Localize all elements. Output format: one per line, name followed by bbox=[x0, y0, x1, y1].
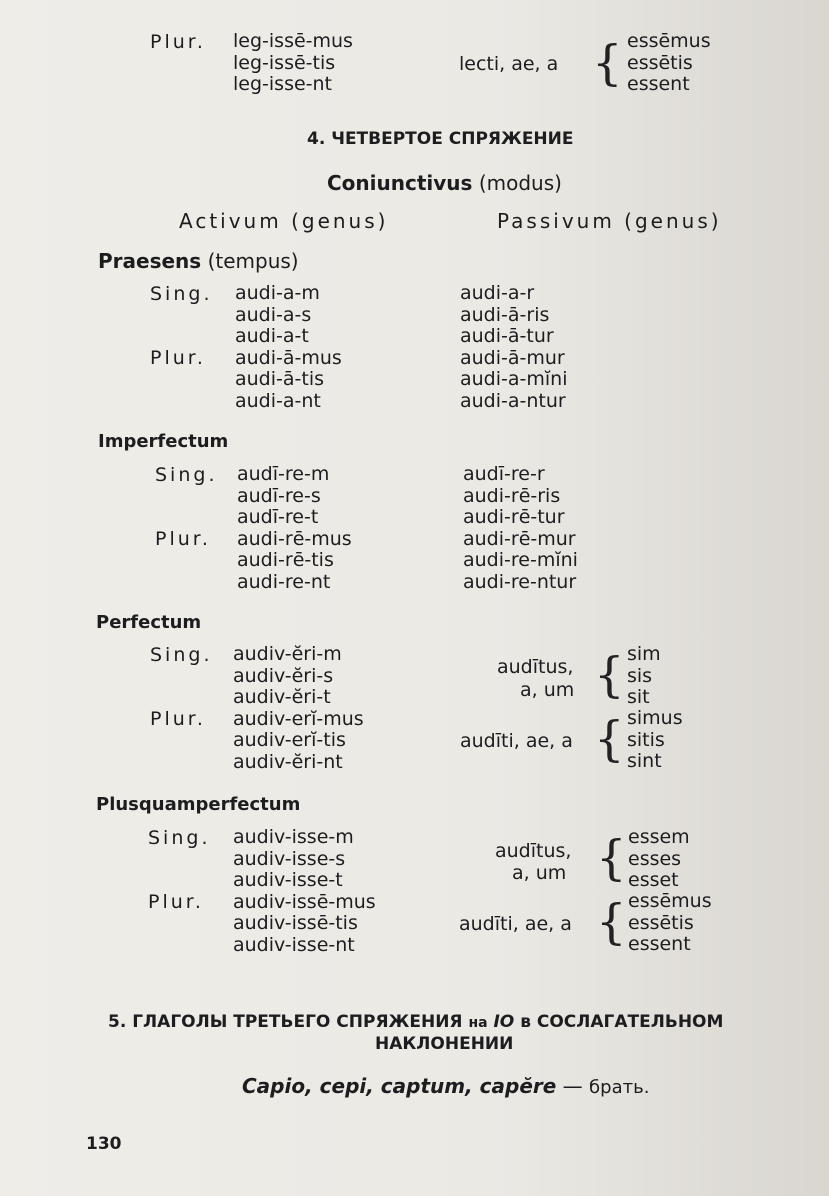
form: audi-a-nt bbox=[235, 389, 321, 412]
perf-participle-sing: audītus, bbox=[497, 656, 574, 678]
form: audi-a-mĭni bbox=[460, 368, 568, 390]
aux-form: sitis bbox=[627, 728, 665, 751]
aux-form: essem bbox=[628, 826, 690, 848]
aux-form: essent bbox=[628, 933, 691, 955]
tense-suffix: (tempus) bbox=[207, 249, 299, 273]
sing-label: Sing. bbox=[155, 464, 218, 486]
aux-form: simus bbox=[627, 707, 683, 729]
aux-form: essētis bbox=[628, 911, 694, 934]
example-line bbox=[242, 1075, 649, 1099]
top-forms bbox=[233, 31, 353, 96]
form: audi-re-nt bbox=[237, 570, 331, 593]
perfectum-active bbox=[233, 644, 364, 773]
praesens-active bbox=[235, 283, 342, 412]
aux-form: sim bbox=[627, 643, 661, 665]
form: audiv-issē-mus bbox=[233, 890, 376, 913]
section5-title-part: в СОСЛАГАТЕЛЬНОМ bbox=[520, 1012, 724, 1032]
perf-aux-sing bbox=[627, 644, 661, 709]
plqpf-participle-sing: audītus, bbox=[495, 840, 572, 862]
form: audi-rē-ris bbox=[463, 484, 561, 507]
aux-form: essēmus bbox=[628, 890, 712, 912]
section-title: 4. ЧЕТВЕРТОЕ СПРЯЖЕНИЕ bbox=[307, 129, 574, 149]
section5-title-line1 bbox=[108, 1011, 723, 1034]
form: audi-ā-ris bbox=[460, 303, 550, 326]
form: leg-isse-nt bbox=[233, 73, 332, 95]
aux-form: esses bbox=[628, 847, 682, 870]
form: audiv-erĭ-mus bbox=[233, 707, 364, 730]
page-number: 130 bbox=[86, 1134, 122, 1154]
brace-icon: { bbox=[594, 711, 625, 767]
form: audi-a-ntur bbox=[460, 389, 566, 412]
brace-icon: { bbox=[596, 894, 627, 950]
praesens-passive bbox=[460, 283, 568, 412]
plqpf-participle-sing-endings: a, um bbox=[512, 862, 567, 884]
top-plur-label: Plur. bbox=[150, 31, 206, 53]
form: audi-ā-mus bbox=[235, 346, 342, 369]
form: audi-rē-mur bbox=[463, 527, 576, 550]
plqpf-aux-plur bbox=[628, 891, 712, 956]
activum-header: Activum (genus) bbox=[179, 209, 389, 233]
form: audiv-issē-tis bbox=[233, 912, 358, 934]
plur-label: Plur. bbox=[150, 708, 206, 730]
tense-name: Praesens bbox=[98, 249, 202, 273]
form: audiv-ĕri-t bbox=[233, 686, 331, 708]
aux-form: sit bbox=[627, 686, 650, 708]
form: audi-a-m bbox=[235, 282, 320, 304]
top-participle: lecti, ae, a bbox=[459, 53, 559, 75]
example-russian: брать. bbox=[589, 1077, 650, 1098]
perf-participle-plur: audīti, ae, a bbox=[460, 730, 573, 752]
form: audiv-ĕri-s bbox=[233, 664, 334, 687]
form: audi-a-r bbox=[460, 282, 535, 304]
praesens-title bbox=[98, 250, 299, 272]
form: audi-re-mĭni bbox=[463, 549, 578, 571]
plur-label: Plur. bbox=[148, 891, 204, 913]
form: audiv-erĭ-tis bbox=[233, 729, 346, 751]
form: audiv-isse-nt bbox=[233, 933, 355, 956]
mood-title bbox=[327, 172, 562, 194]
form: audiv-isse-t bbox=[233, 869, 343, 891]
sing-label: Sing. bbox=[150, 644, 213, 666]
mood-name: Coniunctivus bbox=[327, 171, 473, 195]
perf-participle-sing-endings: a, um bbox=[520, 679, 575, 701]
aux-form: essent bbox=[627, 73, 690, 95]
example-latin: Capio, cepi, captum, capĕre bbox=[242, 1074, 557, 1098]
form: audi-a-s bbox=[235, 303, 312, 326]
form: audi-re-ntur bbox=[463, 570, 577, 593]
example-dash: — bbox=[556, 1074, 590, 1098]
form: audiv-isse-s bbox=[233, 847, 346, 870]
form: leg-issē-tis bbox=[233, 51, 336, 74]
aux-form: essētis bbox=[627, 51, 693, 74]
imperfectum-active bbox=[237, 464, 352, 593]
imperfectum-title: Imperfectum bbox=[98, 431, 229, 452]
aux-form: essēmus bbox=[627, 30, 711, 52]
form: audī-re-s bbox=[237, 484, 321, 507]
section5-na: на bbox=[468, 1015, 488, 1031]
form: audi-rē-mus bbox=[237, 527, 352, 550]
aux-form: sint bbox=[627, 750, 662, 772]
form: audi-ā-tis bbox=[235, 368, 325, 390]
form: audī-re-t bbox=[237, 506, 319, 528]
brace-icon: { bbox=[596, 830, 627, 886]
aux-form: esset bbox=[628, 869, 679, 891]
plusquamperfectum-title: Plusquamperfectum bbox=[96, 794, 301, 815]
form: audī-re-m bbox=[237, 463, 330, 485]
aux-form: sis bbox=[627, 664, 653, 687]
form: audi-ā-mur bbox=[460, 346, 565, 369]
form: audiv-isse-m bbox=[233, 826, 354, 848]
form: audi-rē-tis bbox=[237, 549, 334, 571]
plqpf-participle-plur: audīti, ae, a bbox=[459, 913, 572, 935]
form: leg-issē-mus bbox=[233, 30, 353, 52]
plur-label: Plur. bbox=[155, 528, 211, 550]
perf-aux-plur bbox=[627, 708, 683, 773]
passivum-header: Passivum (genus) bbox=[497, 209, 722, 233]
plur-label: Plur. bbox=[150, 347, 206, 369]
brace-icon: { bbox=[592, 35, 623, 91]
form: audi-rē-tur bbox=[463, 506, 565, 528]
sing-label: Sing. bbox=[148, 827, 211, 849]
imperfectum-passive bbox=[463, 464, 578, 593]
form: audi-ā-tur bbox=[460, 325, 554, 347]
form: audī-re-r bbox=[463, 463, 545, 485]
perfectum-title: Perfectum bbox=[96, 612, 202, 633]
form: audiv-ĕri-nt bbox=[233, 750, 343, 773]
section5-title-part: 5. ГЛАГОЛЫ ТРЕТЬЕГО СПРЯЖЕНИЯ bbox=[108, 1012, 463, 1032]
plusquamperfectum-active bbox=[233, 827, 376, 956]
sing-label: Sing. bbox=[150, 283, 213, 305]
plqpf-aux-sing bbox=[628, 827, 690, 892]
section5-io: IO bbox=[493, 1012, 515, 1032]
brace-icon: { bbox=[594, 647, 625, 703]
section5-title-line2: НАКЛОНЕНИИ bbox=[375, 1034, 514, 1054]
top-aux bbox=[627, 31, 711, 96]
form: audi-a-t bbox=[235, 325, 309, 347]
mood-suffix: (modus) bbox=[478, 171, 562, 195]
form: audiv-ĕri-m bbox=[233, 643, 342, 665]
